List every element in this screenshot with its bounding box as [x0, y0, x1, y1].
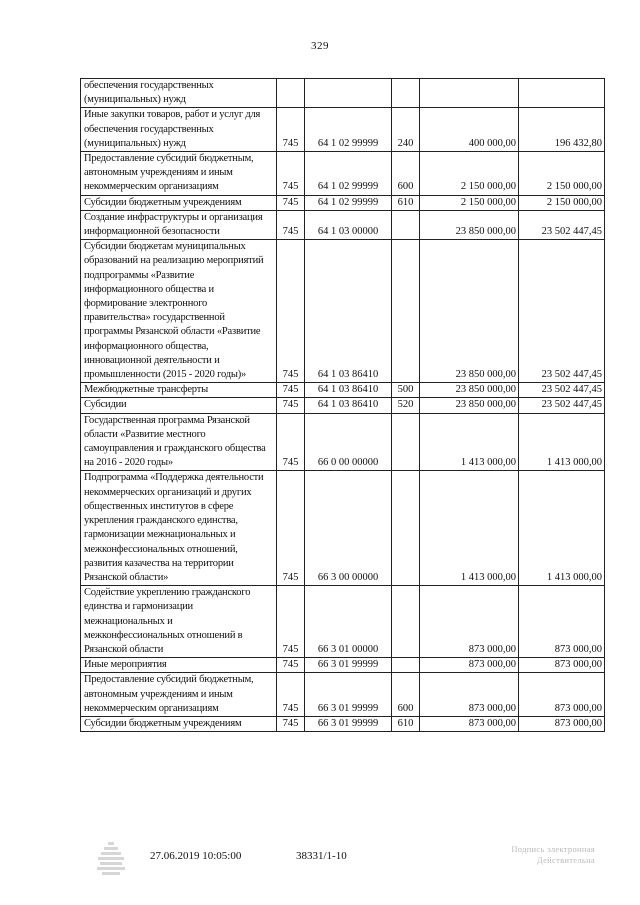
table-row — [81, 398, 605, 413]
cell-sum-planned: 873 000,00 — [420, 673, 519, 717]
cell-name: Субсидии бюджетным учреждениям — [81, 195, 277, 210]
cell-name: Субсидии бюджетным учреждениям — [81, 716, 277, 731]
table-row — [81, 195, 605, 210]
cell-ved: 745 — [277, 210, 305, 239]
seal-stamp-icon — [92, 840, 130, 880]
cell-ved: 745 — [277, 658, 305, 673]
table-row — [81, 210, 605, 239]
cell-csr: 66 0 00 00000 — [305, 413, 392, 471]
cell-name: Государственная программа Рязанской области «Развитие местного самоуправления и гражданского общества на 2016 - 2020 годы» — [81, 413, 277, 471]
cell-ved: 745 — [277, 240, 305, 383]
cell-csr: 66 3 01 00000 — [305, 586, 392, 658]
cell-name: Содействие укреплению гражданского единства и гармонизации межнациональных и межконфессиональных отношений в Рязанской области — [81, 586, 277, 658]
cell-sum-actual: 23 502 447,45 — [519, 240, 605, 383]
cell-vr — [392, 240, 420, 383]
cell-name: Подпрограмма «Поддержка деятельности некоммерческих организаций и других общественных институтов в сфере укрепления гражданского единства, гармонизации межнациональных и межконфессиональных отношений, развития казачества на территории Рязанской области» — [81, 471, 277, 586]
cell-sum-planned: 23 850 000,00 — [420, 240, 519, 383]
signature-line-2: Действительна — [536, 855, 595, 865]
cell-vr — [392, 658, 420, 673]
cell-name: Создание инфраструктуры и организация информационной безопасности — [81, 210, 277, 239]
cell-vr — [392, 471, 420, 586]
footer — [0, 846, 640, 886]
cell-ved: 745 — [277, 398, 305, 413]
cell-sum-planned: 1 413 000,00 — [420, 413, 519, 471]
table-row — [81, 413, 605, 471]
cell-vr — [392, 586, 420, 658]
table-row — [81, 658, 605, 673]
cell-csr: 64 1 02 99999 — [305, 108, 392, 152]
cell-csr: 64 1 02 99999 — [305, 195, 392, 210]
table-row — [81, 240, 605, 383]
cell-sum-actual — [519, 79, 605, 108]
cell-vr: 500 — [392, 383, 420, 398]
table-row — [81, 716, 605, 731]
cell-csr: 66 3 01 99999 — [305, 658, 392, 673]
table-row — [81, 79, 605, 108]
footer-date: 27.06.2019 10:05:00 — [150, 850, 242, 862]
cell-vr: 240 — [392, 108, 420, 152]
budget-table-body — [81, 79, 605, 732]
cell-sum-planned: 873 000,00 — [420, 586, 519, 658]
cell-sum-actual: 1 413 000,00 — [519, 471, 605, 586]
cell-name: Иные мероприятия — [81, 658, 277, 673]
cell-csr: 64 1 03 00000 — [305, 210, 392, 239]
cell-sum-planned: 1 413 000,00 — [420, 471, 519, 586]
table-row — [81, 108, 605, 152]
cell-ved: 745 — [277, 673, 305, 717]
cell-ved: 745 — [277, 152, 305, 196]
cell-sum-planned: 400 000,00 — [420, 108, 519, 152]
footer-doc-number: 38331/1-10 — [296, 850, 347, 862]
cell-name: Субсидии бюджетам муниципальных образований на реализацию мероприятий подпрограммы «Развитие информационного общества и формирование электронного правительства» государственной программы Рязанской области «Развитие информационного общества, инновационной деятельности и промышленности (2015 - 2020 годы)» — [81, 240, 277, 383]
cell-vr: 600 — [392, 152, 420, 196]
cell-sum-planned: 873 000,00 — [420, 658, 519, 673]
cell-name: Межбюджетные трансферты — [81, 383, 277, 398]
table-row — [81, 152, 605, 196]
cell-csr: 64 1 03 86410 — [305, 240, 392, 383]
table-row — [81, 673, 605, 717]
cell-csr: 64 1 03 86410 — [305, 383, 392, 398]
cell-csr: 66 3 00 00000 — [305, 471, 392, 586]
page-number: 329 — [311, 40, 329, 52]
cell-vr: 610 — [392, 195, 420, 210]
cell-sum-actual: 873 000,00 — [519, 716, 605, 731]
cell-sum-planned — [420, 79, 519, 108]
cell-sum-actual: 23 502 447,45 — [519, 383, 605, 398]
cell-csr: 66 3 01 99999 — [305, 716, 392, 731]
table-row — [81, 586, 605, 658]
electronic-signature — [455, 844, 595, 866]
budget-table — [80, 78, 605, 732]
cell-sum-planned: 2 150 000,00 — [420, 152, 519, 196]
cell-ved: 745 — [277, 716, 305, 731]
cell-name: Предоставление субсидий бюджетным, автономным учреждениям и иным некоммерческим организациям — [81, 152, 277, 196]
cell-vr — [392, 79, 420, 108]
cell-ved: 745 — [277, 108, 305, 152]
cell-sum-actual: 873 000,00 — [519, 673, 605, 717]
cell-ved: 745 — [277, 383, 305, 398]
cell-sum-planned: 23 850 000,00 — [420, 398, 519, 413]
table-row — [81, 471, 605, 586]
cell-csr — [305, 79, 392, 108]
cell-csr: 64 1 02 99999 — [305, 152, 392, 196]
cell-csr: 66 3 01 99999 — [305, 673, 392, 717]
signature-line-1: Подпись электронная — [511, 844, 595, 854]
cell-ved: 745 — [277, 471, 305, 586]
cell-sum-planned: 2 150 000,00 — [420, 195, 519, 210]
cell-csr: 64 1 03 86410 — [305, 398, 392, 413]
cell-sum-actual: 873 000,00 — [519, 658, 605, 673]
cell-name: Иные закупки товаров, работ и услуг для обеспечения государственных (муниципальных) нужд — [81, 108, 277, 152]
cell-sum-actual: 873 000,00 — [519, 586, 605, 658]
cell-vr — [392, 413, 420, 471]
cell-ved: 745 — [277, 586, 305, 658]
cell-vr: 600 — [392, 673, 420, 717]
cell-name: Предоставление субсидий бюджетным, автономным учреждениям и иным некоммерческим организациям — [81, 673, 277, 717]
cell-sum-actual: 196 432,80 — [519, 108, 605, 152]
cell-ved — [277, 79, 305, 108]
cell-sum-actual: 2 150 000,00 — [519, 152, 605, 196]
table-row — [81, 383, 605, 398]
cell-sum-actual: 23 502 447,45 — [519, 398, 605, 413]
cell-sum-actual: 23 502 447,45 — [519, 210, 605, 239]
cell-vr: 520 — [392, 398, 420, 413]
cell-sum-planned: 873 000,00 — [420, 716, 519, 731]
cell-vr: 610 — [392, 716, 420, 731]
cell-vr — [392, 210, 420, 239]
cell-sum-actual: 1 413 000,00 — [519, 413, 605, 471]
cell-ved: 745 — [277, 195, 305, 210]
cell-sum-actual: 2 150 000,00 — [519, 195, 605, 210]
cell-name: обеспечения государственных (муниципальных) нужд — [81, 79, 277, 108]
cell-sum-planned: 23 850 000,00 — [420, 383, 519, 398]
cell-ved: 745 — [277, 413, 305, 471]
cell-sum-planned: 23 850 000,00 — [420, 210, 519, 239]
cell-name: Субсидии — [81, 398, 277, 413]
